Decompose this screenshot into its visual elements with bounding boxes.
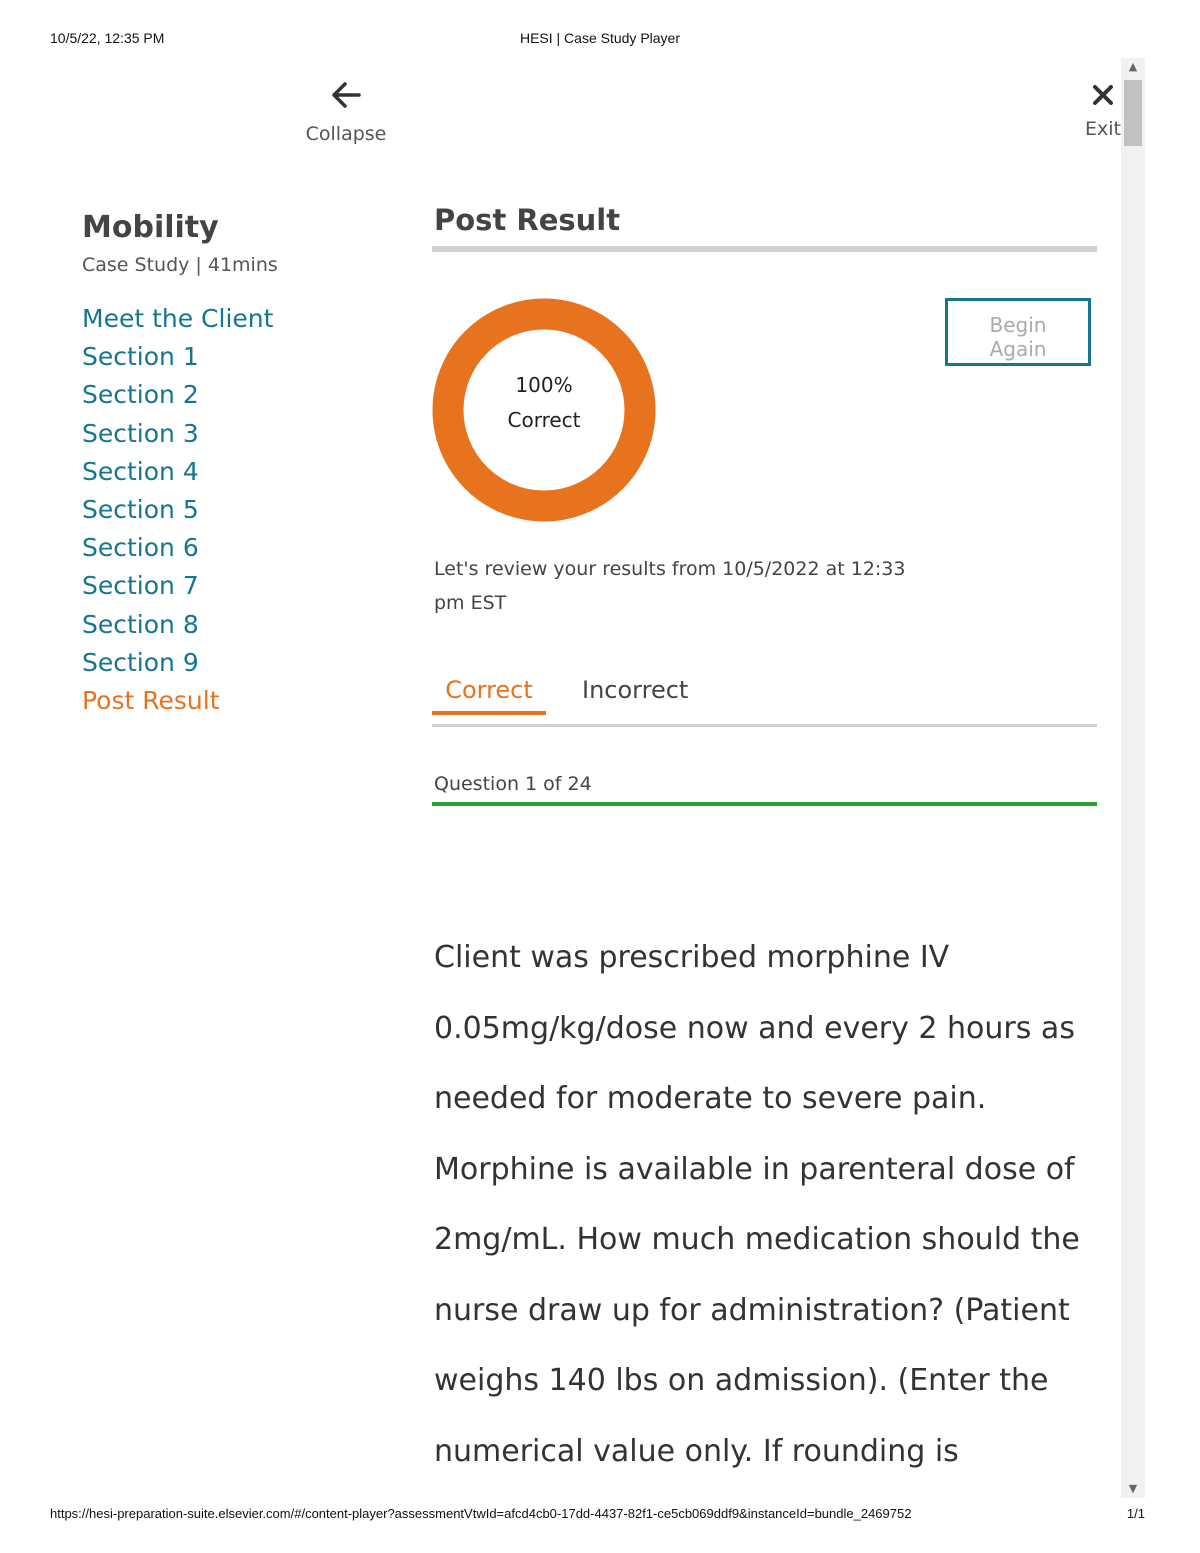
print-page-number: 1/1 [1126, 1506, 1145, 1521]
question-text: Client was prescribed morphine IV 0.05mg/kg/dose now and every 2 hours as needed for moderate to severe pain. Morphine is available in parenteral dose of 2mg/mL. How much medication should the nurse draw up for administration? (Patient weighs 140 lbs on admission). (Enter the numerical value only. If rounding is [434, 940, 1080, 1469]
tab-incorrect[interactable] [582, 668, 688, 712]
print-footer [0, 1506, 1200, 1526]
nav-item-section-6[interactable]: Section 6 [82, 533, 199, 563]
page-title: Post Result [434, 203, 621, 237]
sidebar [82, 206, 382, 720]
tab-correct-label: Correct [445, 676, 533, 704]
scroll-up-arrow-icon[interactable]: ▲ [1128, 60, 1138, 73]
nav-item-post-result[interactable]: Post Result [82, 686, 220, 716]
main-content [432, 198, 1097, 1469]
scroll-down-arrow-icon[interactable]: ▼ [1128, 1482, 1138, 1495]
course-meta: Case Study | 41mins [82, 254, 278, 276]
question-counter: Question 1 of 24 [434, 773, 592, 795]
vertical-scrollbar[interactable] [1121, 58, 1145, 1498]
arrow-left-icon [300, 78, 392, 121]
print-datetime: 10/5/22, 12:35 PM [50, 30, 165, 46]
collapse-button[interactable] [300, 78, 392, 145]
nav-item-meet-the-client[interactable]: Meet the Client [82, 304, 274, 333]
score-donut [432, 298, 656, 522]
score-text [432, 368, 656, 438]
review-summary: Let's review your results from 10/5/2022 at 12:33 pm EST [434, 558, 906, 614]
print-page-title: HESI | Case Study Player [519, 30, 681, 46]
tab-incorrect-label: Incorrect [582, 676, 689, 704]
print-url: https://hesi-preparation-suite.elsevier.com/#/content-player?assessmentVtwId=afcd4cb0-17dd-4437-82f1-ce5cb069ddf9&instanceId=bundle_2469752 [50, 1506, 912, 1521]
active-tab-indicator [432, 711, 546, 715]
collapse-label: Collapse [305, 123, 387, 145]
score-percent: 100% [515, 373, 573, 397]
nav-item-section-8[interactable]: Section 8 [82, 609, 199, 639]
nav-item-section-3[interactable]: Section 3 [82, 418, 199, 448]
course-title: Mobility [82, 210, 219, 245]
section-nav [82, 300, 382, 720]
score-label: Correct [507, 408, 581, 432]
tab-correct[interactable] [432, 668, 546, 712]
exit-label: Exit [1085, 118, 1121, 140]
exit-button[interactable] [1080, 80, 1126, 140]
begin-again-button[interactable] [945, 298, 1091, 366]
nav-item-section-5[interactable]: Section 5 [82, 495, 199, 525]
close-icon [1080, 80, 1126, 116]
nav-item-section-1[interactable]: Section 1 [82, 342, 199, 372]
nav-item-section-7[interactable]: Section 7 [82, 571, 199, 601]
nav-item-section-4[interactable]: Section 4 [82, 456, 199, 486]
title-divider [432, 246, 1097, 252]
results-tabs [432, 668, 1097, 727]
begin-again-label-line1: Begin [989, 312, 1047, 337]
begin-again-label-line2: Again [989, 336, 1047, 361]
question-progress-bar [432, 802, 1097, 806]
nav-item-section-2[interactable]: Section 2 [82, 380, 199, 410]
scrollbar-thumb[interactable] [1124, 80, 1142, 146]
nav-item-section-9[interactable]: Section 9 [82, 647, 199, 677]
print-header [0, 30, 1200, 50]
